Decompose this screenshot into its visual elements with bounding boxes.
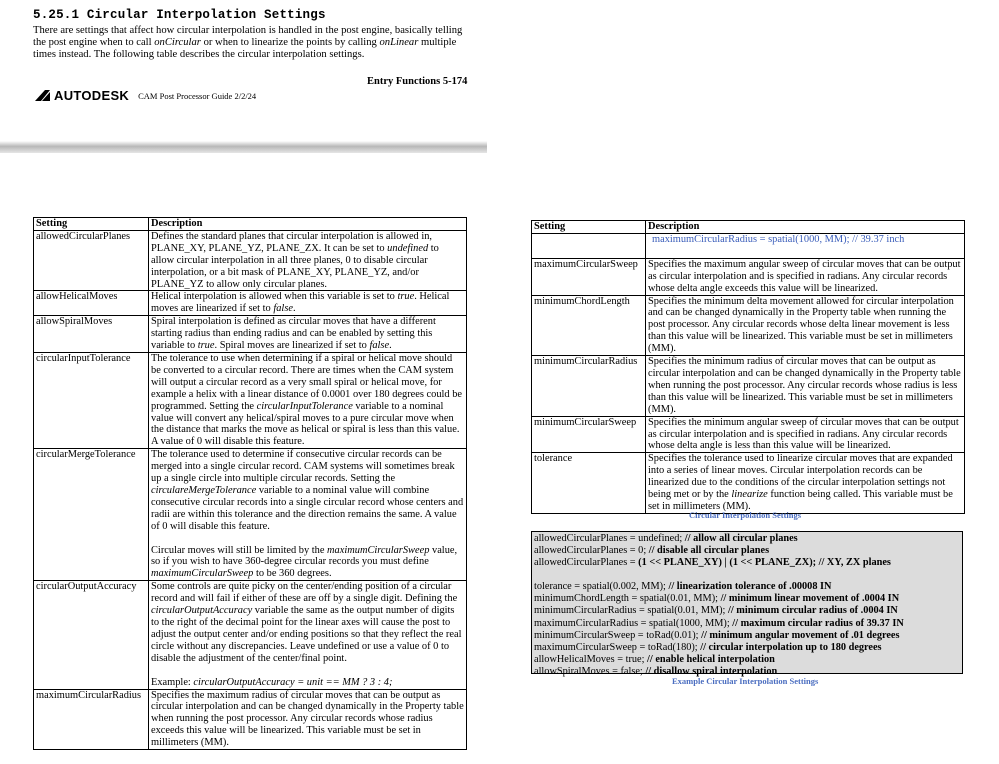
description-cell: [149, 230, 467, 291]
description-text: Specifies the maximum angular sweep of circular moves that can be output as circular interpolation and is specified in radians. Any circular records whose delta angle exceeds this value will be linearized.: [648, 258, 961, 294]
intro-paragraph: There are settings that affect how circular interpolation is handled in the post engine, basically telling the post engine when to call onCircular or when to linearize the points by calling onLinear multiple times instead. The following table describes the circular interpolation settings.: [33, 25, 463, 60]
code-comment: // linearization tolerance of .00008 IN: [668, 581, 832, 593]
description-text: The tolerance to use when determining if a spiral or helical move should be converted to a circular record. There are times when the CAM system will output a circular record as a very small spiral or helical move, for example a helix with a linear distance of 0.0001 over 180 degrees could be programmed. Setting the circularInputTolerance variable to a nominal value will convert any helical/spiral moves to a pure circular move when the distance that marks the move as helical or spiral is less than this value. A value of 0 will disable this feature.: [151, 352, 463, 448]
setting-cell: maximumCircularRadius: [34, 689, 149, 750]
code-line-cell: [646, 233, 965, 258]
table-caption: Circular Interpolation Settings: [689, 510, 802, 520]
page-divider: [0, 141, 487, 153]
table-row: [34, 291, 467, 316]
code-comment: (1 << PLANE_XY) | (1 << PLANE_ZX); // XY, ZX planes: [638, 557, 891, 569]
description-cell: [646, 453, 965, 514]
description-cell: [149, 449, 467, 581]
table-row: [34, 230, 467, 291]
description-text: Specifies the minimum angular sweep of circular moves that can be output as circular interpolation and is specified in radians. Any circular records whose delta angle is less than this value will be linearized.: [648, 416, 959, 452]
code-statement: maximumCircularSweep = toRad(180);: [534, 641, 701, 653]
code-statement: minimumCircularSweep = toRad(0.01);: [534, 629, 702, 641]
code-comment: // minimum angular movement of .01 degrees: [701, 629, 900, 641]
setting-cell: tolerance: [532, 453, 646, 514]
description-text: Helical interpolation is allowed when this variable is set to true. Helical moves are linearized if set to false.: [151, 291, 450, 315]
description-cell: [646, 356, 965, 417]
description-text: Specifies the minimum radius of circular moves that can be output as circular interpolation and can be changed dynamically in the Property table when running the post processor. Any circular records whose radius is less than this value will be linearized. This variable must be set in millimeters (MM).: [648, 356, 961, 415]
code-line: [534, 581, 960, 593]
autodesk-logo: [35, 88, 256, 103]
description-text: Specifies the tolerance used to linearize circular moves that are expanded into a series of linear moves. Circular interpolation records can be linearized due to the conditions of the circular interpolation settings not being met or by the linearize function being called. This variable must be set in millimeters (MM).: [648, 453, 953, 512]
description-cell: [646, 416, 965, 453]
table-row: [34, 316, 467, 353]
code-line: [534, 605, 960, 617]
setting-cell: allowedCircularPlanes: [34, 230, 149, 291]
code-comment: // enable helical interpolation: [647, 653, 775, 665]
description-cell: [149, 316, 467, 353]
description-column-header: Description: [149, 218, 467, 231]
code-comment: // disallow spiral interpolation: [645, 665, 778, 677]
code-comment: // maximum circular radius of 39.37 IN: [732, 617, 904, 629]
code-statement: allowedCircularPlanes = undefined;: [534, 533, 685, 544]
setting-cell: minimumCircularRadius: [532, 356, 646, 417]
code-line: [534, 642, 960, 654]
autodesk-mark-icon: [35, 90, 50, 101]
code-statement: allowHelicalMoves = true;: [534, 653, 648, 665]
code-line: maximumCircularRadius = spatial(1000, MM); // 39.37 inch: [652, 233, 905, 245]
description-cell: [149, 352, 467, 448]
code-comment: // minimum linear movement of .0004 IN: [720, 593, 900, 605]
brand-name: AUTODESK: [54, 88, 130, 103]
code-line: [534, 593, 960, 605]
code-comment: // minimum circular radius of .0004 IN: [728, 605, 898, 617]
description-text: Defines the standard planes that circular interpolation is allowed in, PLANE_XY, PLANE_YZ, PLANE_ZX. It can be set to undefined to allow circular interpolation in all three planes, 0 to disable circular interpolation, or a bit mask of PLANE_XY, PLANE_YZ, and/or PLANE_YZ to allow only circular planes.: [151, 230, 439, 290]
table-row: [34, 689, 467, 750]
code-comment: // disable all circular planes: [648, 545, 770, 557]
code-line: [534, 618, 960, 630]
description-cell: [149, 291, 467, 316]
description-text: Specifies the maximum radius of circular moves that can be output as circular interpolation and can be changed dynamically in the Property table when running the post processor. Any circular records whose radius exceeds this value will be linearized. This variable must be set in millimeters (MM).: [151, 689, 464, 749]
setting-cell: minimumCircularSweep: [532, 416, 646, 453]
description-text: Circular moves will still be limited by the maximumCircularSweep value, so if you wish to have 360-degree circular records you must define maximumCircularSweep to be 360 degrees.: [151, 544, 458, 580]
code-line: [534, 654, 960, 666]
code-statement: tolerance = spatial(0.002, MM);: [534, 581, 669, 593]
setting-cell: minimumChordLength: [532, 295, 646, 356]
table-row: [532, 416, 965, 453]
code-statement: minimumCircularRadius = spatial(0.01, MM);: [534, 605, 728, 617]
example-caption: Example Circular Interpolation Settings: [672, 676, 819, 686]
setting-column-header: Setting: [34, 218, 149, 231]
description-text: Example: circularOutputAccuracy = unit == MM ? 3 : 4;: [151, 676, 393, 688]
code-line: [534, 533, 960, 545]
table-row: [532, 258, 965, 295]
table-row: [532, 453, 965, 514]
setting-cell: circularOutputAccuracy: [34, 581, 149, 689]
description-text: Spiral interpolation is defined as circular moves that have a different starting radius than ending radius and can be enabled by setting this variable to true. Spiral moves are linearized if set to false.: [151, 316, 436, 352]
setting-cell: circularMergeTolerance: [34, 449, 149, 581]
description-cell: [149, 581, 467, 689]
description-text: The tolerance used to determine if consecutive circular records can be merged into a single circular record. CAM systems will sometimes break up a single circle into multiple circular records. Setting the circulareMergeTolerance variable to a nominal value will combine consecutive circular records into a single circular record whose centers and radii are within this tolerance and the direction remains the same. A value of 0 will disable this feature.: [151, 449, 464, 532]
setting-column-header: Setting: [532, 221, 646, 234]
code-statement: allowedCircularPlanes =: [534, 557, 639, 569]
code-statement: allowedCircularPlanes = 0;: [534, 545, 649, 557]
code-statement: minimumChordLength = spatial(0.01, MM);: [534, 593, 721, 605]
section-heading: 5.25.1 Circular Interpolation Settings: [33, 8, 326, 22]
settings-table-left: [33, 217, 467, 750]
table-row: [34, 449, 467, 581]
setting-cell: allowHelicalMoves: [34, 291, 149, 316]
description-cell: [646, 295, 965, 356]
example-code-box: [531, 531, 963, 677]
code-comment: // allow all circular planes: [684, 533, 798, 544]
table-row: [532, 295, 965, 356]
table-row: [532, 356, 965, 417]
code-comment: // circular interpolation up to 180 degrees: [700, 641, 882, 653]
table-row: [34, 352, 467, 448]
description-cell: [646, 258, 965, 295]
setting-cell: circularInputTolerance: [34, 352, 149, 448]
setting-cell: [532, 233, 646, 258]
code-statement: maximumCircularRadius = spatial(1000, MM);: [534, 617, 733, 629]
description-text: Some controls are quite picky on the center/ending position of a circular record and will fail if either of these are off by a single digit. Defining the circularOutputAccuracy variable the same as the output number of digits to the right of the decimal point for the linear axes will cause the post to adjust the output center and/or ending positions so that they reflect the real circle without any discrepancies. Leave undefined or use a value of 0 to disable the adjustment of the center/final point.: [151, 581, 462, 664]
description-cell: [149, 689, 467, 750]
description-column-header: Description: [646, 221, 965, 234]
code-statement: allowSpiralMoves = false;: [534, 665, 646, 677]
settings-table-right: [531, 220, 965, 514]
guide-title: CAM Post Processor Guide 2/2/24: [138, 90, 257, 101]
table-row: [34, 581, 467, 689]
setting-cell: maximumCircularSweep: [532, 258, 646, 295]
setting-cell: allowSpiralMoves: [34, 316, 149, 353]
code-line: [534, 545, 960, 557]
description-text: Specifies the minimum delta movement allowed for circular interpolation and can be changed dynamically in the Property table when running the post processor. Any circular records whose delta linear movement is less than this value will be linearized. This variable must be set in millimeters (MM).: [648, 295, 954, 355]
code-line: [534, 557, 960, 569]
running-head: Entry Functions 5-174: [367, 76, 468, 87]
code-line: [534, 630, 960, 642]
table-row: [532, 233, 965, 258]
